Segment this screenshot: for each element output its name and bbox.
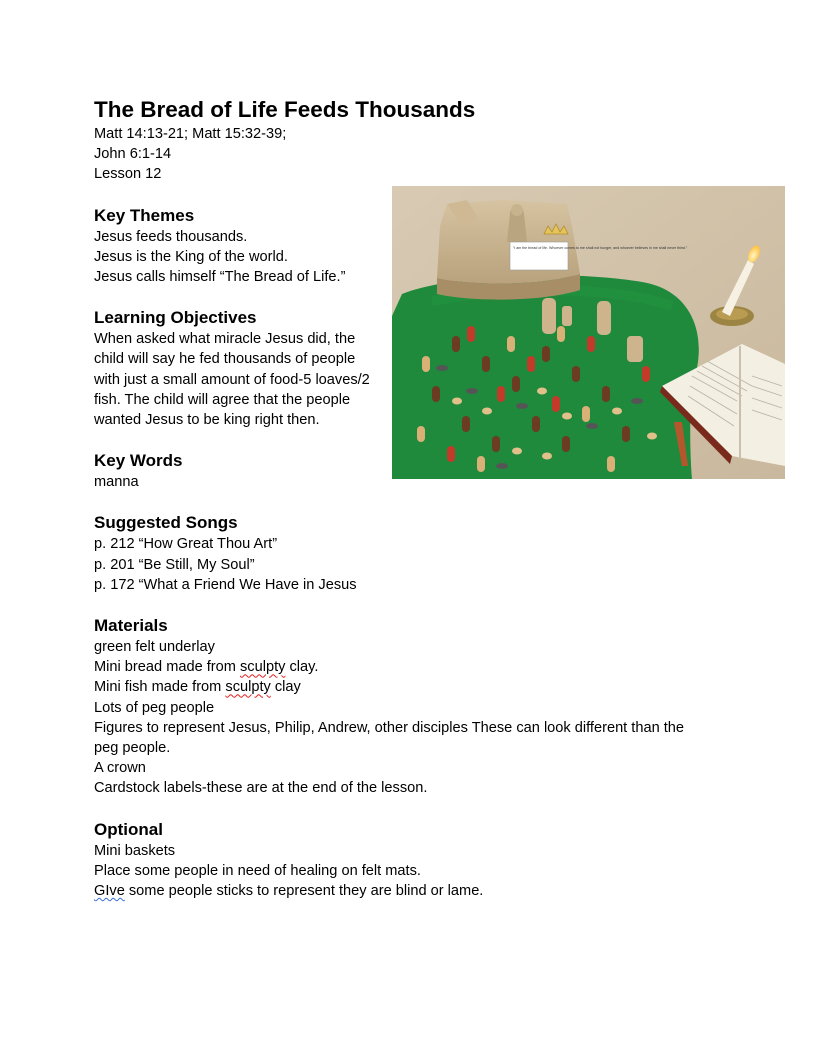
material-line: Lots of peg people: [94, 699, 215, 716]
song-line: p. 201 “Be Still, My Soul”: [94, 556, 255, 573]
material-line: [94, 677, 794, 697]
optional-line: [94, 881, 794, 901]
page-title: The Bread of Life Feeds Thousands: [94, 97, 476, 122]
optional-heading: Optional: [94, 819, 163, 839]
songs-section: [94, 512, 794, 595]
lesson-photo: [392, 186, 785, 479]
key-words-heading: Key Words: [94, 451, 183, 471]
scripture-references: [94, 124, 794, 185]
theme-line: Jesus calls himself “The Bread of Life.”: [94, 269, 346, 286]
materials-section: [94, 615, 794, 799]
material-line: A crown: [94, 760, 146, 777]
ref-line: Matt 14:13-21; Matt 15:32-39;: [94, 126, 287, 142]
spellcheck-word[interactable]: sculpty: [225, 679, 271, 696]
key-themes-heading: Key Themes: [94, 205, 195, 225]
key-word: manna: [94, 474, 139, 491]
song-line: p. 172 “What a Friend We Have in Jesus: [94, 576, 357, 593]
song-line: p. 212 “How Great Thou Art”: [94, 536, 278, 553]
optional-section: [94, 819, 794, 902]
text-run: Mini bread made from: [94, 659, 240, 676]
lesson-number: Lesson 12: [94, 166, 162, 183]
text-run: clay.: [285, 659, 319, 676]
objectives-text: When asked what miracle Jesus did, the child will say he fed thousands of people with just a small amount of food-5 loaves/2 fish. The child will agree that the people wanted Jesus to be king right then.: [94, 331, 370, 429]
card-caption: “I am the bread of life. Whoever comes to me shall not hunger, and whoever believes in me shall never thirst.”: [513, 246, 688, 250]
material-line: Figures to represent Jesus, Philip, Andrew, other disciples These can look different than the peg people.: [94, 719, 685, 757]
text-run: some people sticks to represent they are blind or lame.: [124, 883, 484, 900]
songs-heading: Suggested Songs: [94, 513, 238, 533]
material-line: [94, 657, 794, 677]
ref-line: John 6:1-14: [94, 146, 172, 163]
theme-line: Jesus is the King of the world.: [94, 248, 288, 265]
spellcheck-word[interactable]: sculpty: [240, 659, 286, 676]
learning-objectives-heading: Learning Objectives: [94, 308, 257, 328]
material-line: Cardstock labels-these are at the end of the lesson.: [94, 780, 428, 797]
text-run: Mini fish made from: [94, 679, 226, 696]
material-line: green felt underlay: [94, 639, 215, 656]
optional-line: Place some people in need of healing on felt mats.: [94, 862, 421, 879]
theme-line: Jesus feeds thousands.: [94, 228, 248, 245]
materials-heading: Materials: [94, 616, 168, 636]
grammar-flag-word[interactable]: GIve: [94, 883, 125, 900]
lesson-photo-illustration: [392, 186, 785, 479]
optional-line: Mini baskets: [94, 842, 176, 859]
text-run: clay: [270, 679, 301, 696]
